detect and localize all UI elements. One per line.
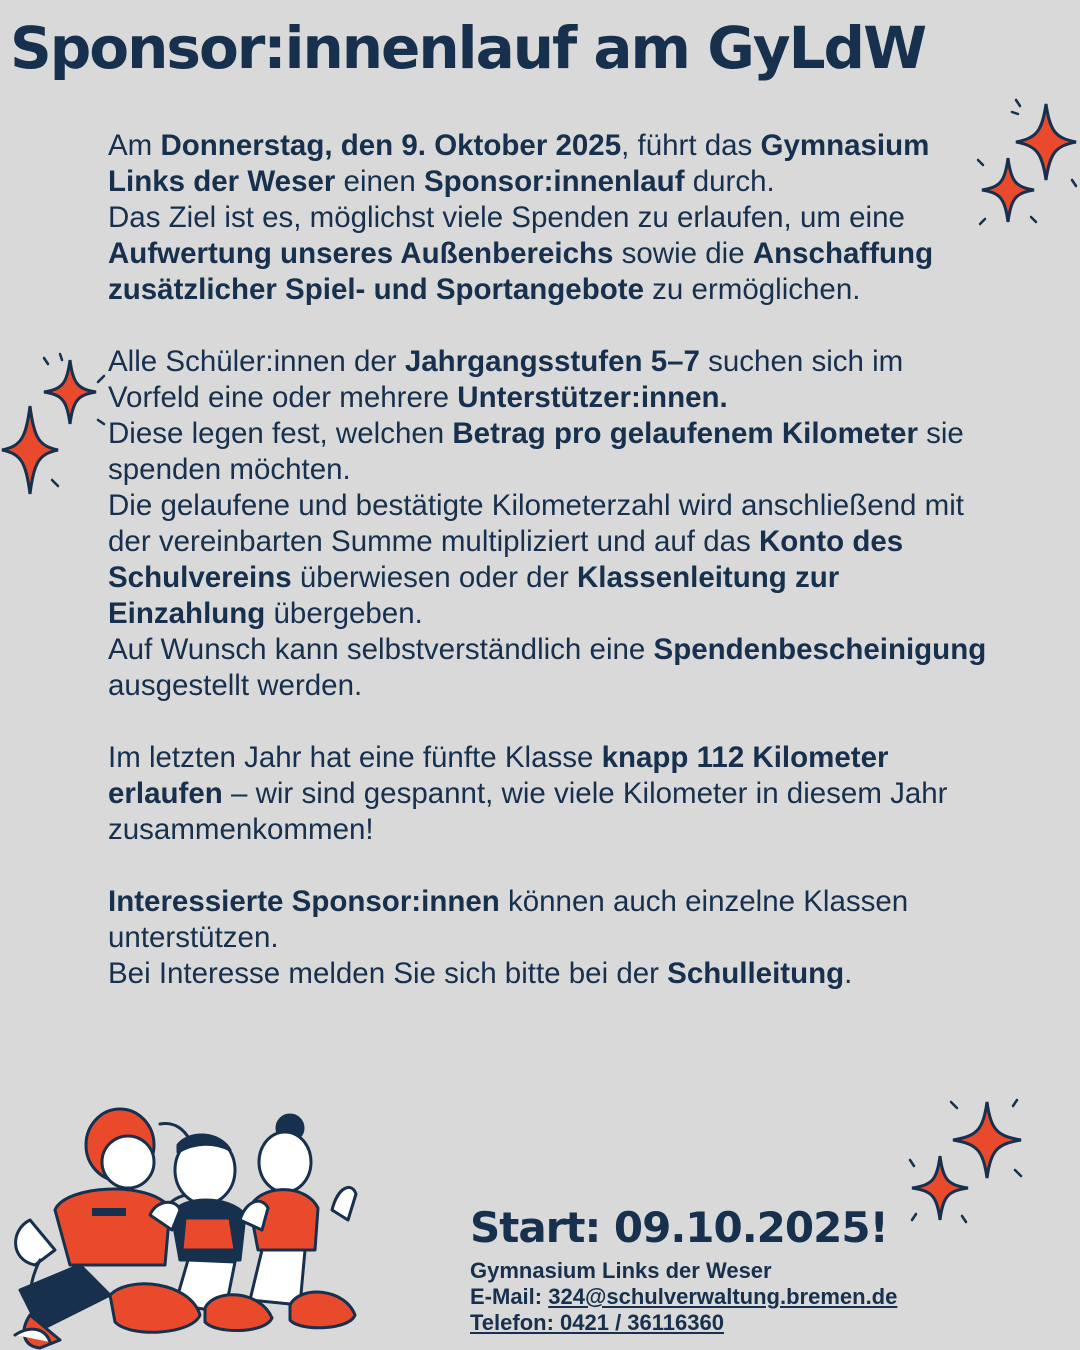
email-line: E-Mail: 324@schulverwaltung.bremen.de — [470, 1284, 898, 1309]
email-link[interactable]: 324@schulverwaltung.bremen.de — [548, 1284, 898, 1309]
paragraph-last-year: Im letzten Jahr hat eine fünfte Klasse knapp 112 Kilometer erlaufen – wir sind gespannt, wie viele Kilometer in diesem Jahr zusammenkommen! — [108, 741, 948, 846]
sparkle-icon — [905, 1150, 975, 1226]
contact-block — [470, 1258, 897, 1336]
phone-line[interactable]: Telefon: 0421 / 36116360 — [470, 1310, 724, 1335]
paragraph-intro: Am Donnerstag, den 9. Oktober 2025, führt das Gymnasium Links der Weser einen Sponsor:innenlauf durch. Das Ziel ist es, möglichst viele Spenden zu erlaufen, um eine Aufwertung unseres Außenbereichs sowie die Anschaffung zusätzlicher Spiel- und Sportangebote zu ermöglichen. — [108, 129, 934, 306]
runners-illustration — [0, 1090, 400, 1350]
sparkle-icon — [972, 150, 1044, 230]
paragraph-sponsors: Interessierte Sponsor:innen können auch einzelne Klassen unterstützen. Bei Interesse melden Sie sich bitte bei der Schulleitung. — [108, 885, 909, 990]
sparkle-icon — [0, 400, 64, 500]
page-title: Sponsor:innenlauf am GyLdW — [10, 14, 926, 82]
school-name: Gymnasium Links der Weser — [470, 1258, 772, 1283]
body-text — [108, 128, 988, 1028]
start-date: Start: 09.10.2025! — [470, 1203, 888, 1252]
paragraph-procedure: Alle Schüler:innen der Jahrgangsstufen 5–7 suchen sich im Vorfeld eine oder mehrere Unterstützer:innen. Diese legen fest, welchen Betrag pro gelaufenem Kilometer sie spenden möchten. Die gelaufene und bestätigte Kilometerzahl wird anschließend mit der vereinbarten Summe multipliziert und auf das Konto des Schulvereins überwiesen oder der Klassenleitung zur Einzahlung übergeben. Auf Wunsch kann selbstverständlich eine Spendenbescheinigung ausgestellt werden. — [108, 345, 987, 702]
